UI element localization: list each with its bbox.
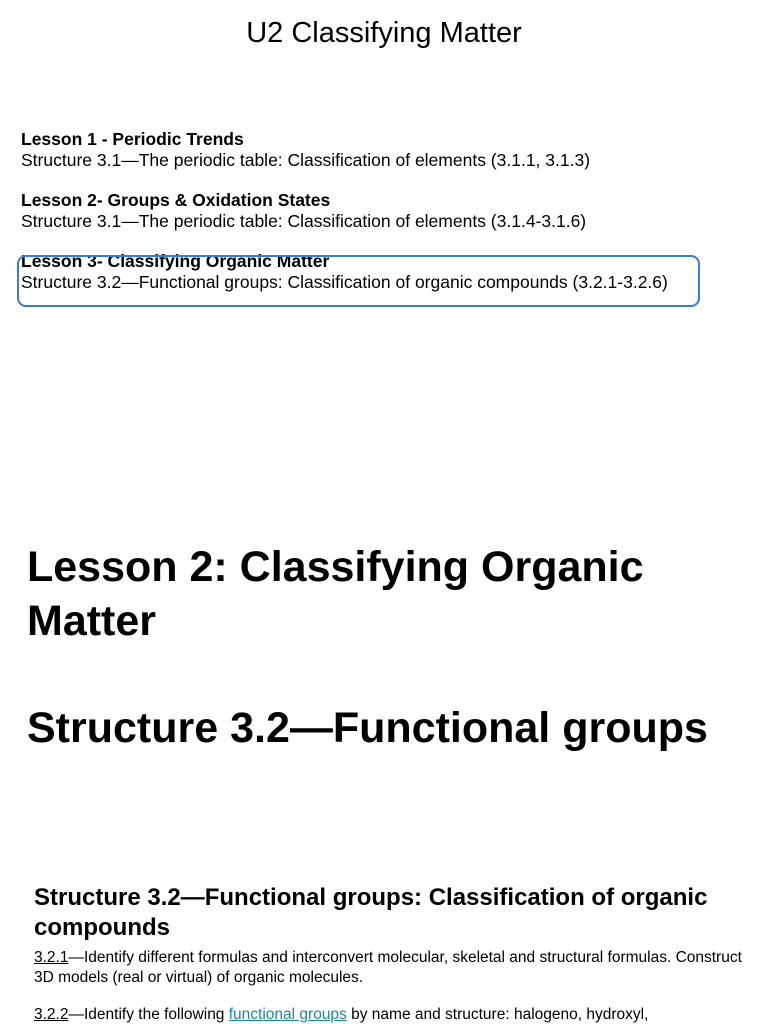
lesson-name: Lesson 2- Groups & Oxidation States <box>21 190 331 210</box>
lesson-description: Structure 3.2—Functional groups: Classification of organic compounds (3.2.1-3.2.6) <box>21 272 668 292</box>
objective-ref: 3.2.2 <box>34 1006 69 1023</box>
objective-text: —Identify the following <box>68 1006 229 1023</box>
lesson-description: Structure 3.1—The periodic table: Classification of elements (3.1.4-3.1.6) <box>21 211 587 231</box>
lesson-name: Lesson 3- Classifying Organic Matter <box>21 251 330 271</box>
lesson-heading: Lesson 2: Classifying Organic Matter <box>27 543 644 645</box>
page-title: U2 Classifying Matter <box>246 17 522 49</box>
lesson-description: Structure 3.1—The periodic table: Classification of elements (3.1.1, 3.1.3) <box>21 150 591 170</box>
objective-text: by name and structure: halogeno, hydroxyl, <box>346 1006 649 1023</box>
lesson-item-2 <box>21 190 586 232</box>
objective-3-2-2 <box>34 1005 744 1024</box>
objective-3-2-1 <box>34 948 744 988</box>
section-heading: Structure 3.2—Functional groups: Classification of organic compounds <box>34 884 708 941</box>
functional-groups-link[interactable]: functional groups <box>228 1006 347 1023</box>
structure-heading: Structure 3.2—Functional groups <box>27 704 708 752</box>
lesson-3-highlight-box <box>17 255 700 307</box>
objective-text: —Identify different formulas and interconvert molecular, skeletal and structural formulas. Construct 3D models (real or virtual) of organic molecules. <box>34 949 742 986</box>
lesson-name: Lesson 1 - Periodic Trends <box>21 129 244 149</box>
objective-ref: 3.2.1 <box>34 949 69 966</box>
lesson-item-1 <box>21 129 590 171</box>
